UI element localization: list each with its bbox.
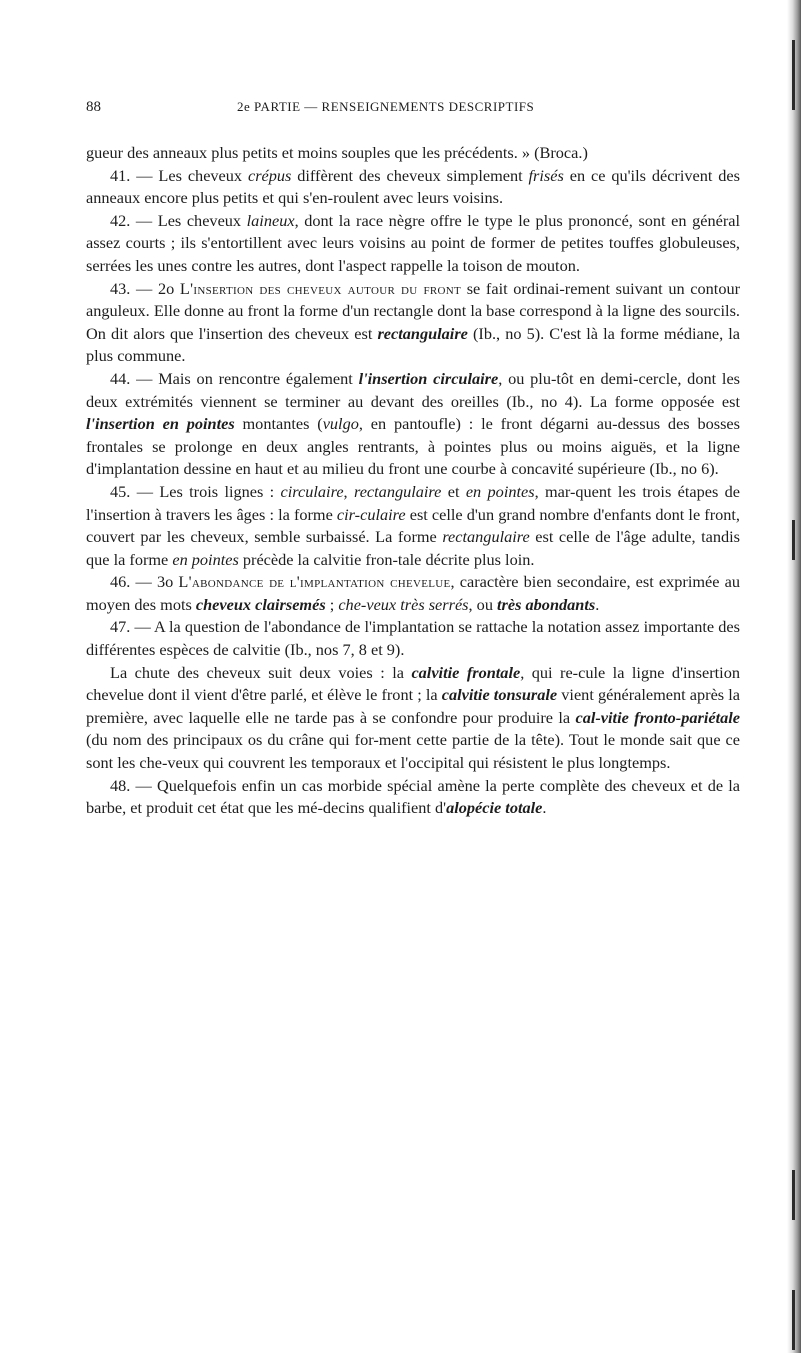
edge-mark <box>792 1290 795 1350</box>
paragraph-47-continued: La chute des cheveux suit deux voies : la calvitie frontale, qui re-cule la ligne d'insertion chevelue dont il vient d'être parlé, et élève le front ; la calvitie tonsurale vient généralement après la première, avec laquelle elle ne tarde pas à se confondre pour produire la cal-vitie fronto-pariétale (du nom des principaux os du crâne qui for-ment cette partie de la tête). Tout le monde sait que ce sont les che-veux qui couvrent les temporaux et l'occipital qui résistent le plus longtemps. <box>86 662 741 773</box>
paragraph-46: 46. — 3o L'abondance de l'implantation chevelue, caractère bien secondaire, est exprimée au moyen des mots cheveux clairsemés ; che-veux très serrés, ou très abondants. <box>86 572 740 614</box>
paragraph-48: 48. — Quelquefois enfin un cas morbide spécial amène la perte complète des cheveux et de la barbe, et produit cet état que les mé-decins qualifient d'alopécie totale. <box>86 775 740 818</box>
paragraph-continuation: gueur des anneaux plus petits et moins souples que les précédents. » (Broca.) <box>86 143 588 162</box>
paragraph-44: 44. — Mais on rencontre également l'insertion circulaire, ou plu-tôt en demi-cercle, dont les deux extrémités viennent se terminer au devant des oreilles (Ib., no 4). La forme opposée est l'insertion en pointes montantes (vulgo, en pantoufle) : le front dégarni au-dessus des bosses frontales se prolonge en deux angles rentrants, à pointes plus ou moins aiguës, et la ligne d'implantation dessine en haut et au milieu du front une courbe à concavité supérieure (Ib., no 6). <box>86 368 741 479</box>
paragraph-42: 42. — Les cheveux laineux, dont la race nègre offre le type le plus prononcé, sont en général assez courts ; ils s'entortillent avec leurs voisins au point de former de petites touffes globuleuses, serrées les unes contre les autres, dont l'aspect rappelle la toison de mouton. <box>86 210 740 275</box>
edge-mark <box>792 1170 795 1220</box>
running-head: 2e PARTIE — RENSEIGNEMENTS DESCRIPTIFS <box>237 99 535 114</box>
paragraph-47: 47. — A la question de l'abondance de l'implantation se rattache la notation assez importante des différentes espèces de calvitie (Ib., nos 7, 8 et 9). <box>86 617 740 660</box>
paragraph-43: 43. — 2o L'insertion des cheveux autour du front se fait ordinai-rement suivant un contour anguleux. Elle donne au front la forme d'un rectangle dont la base correspond à la ligne des sourcils. On dit alors que l'insertion des cheveux est rectangulaire (Ib., no 5). C'est là la forme médiane, la plus commune. <box>86 278 741 366</box>
page-edge-shadow <box>787 0 801 1353</box>
page-header <box>86 99 738 123</box>
page-body <box>86 142 740 820</box>
paragraph-41: 41. — Les cheveux crépus diffèrent des cheveux simplement frisés en ce qu'ils décrivent des anneaux encore plus petits et qui s'en-roulent avec leurs voisins. <box>86 165 740 208</box>
page-number: 88 <box>86 99 101 115</box>
edge-mark <box>792 520 795 560</box>
paragraph-45: 45. — Les trois lignes : circulaire, rectangulaire et en pointes, mar-quent les trois étapes de l'insertion à travers les âges : la forme cir-culaire est celle d'un grand nombre d'enfants dont le front, couvert par les cheveux, semble surbaissé. La forme rectangulaire est celle de l'âge adulte, tandis que la forme en pointes précède la calvitie fron-tale décrite plus loin. <box>86 481 741 569</box>
edge-mark <box>792 40 795 110</box>
